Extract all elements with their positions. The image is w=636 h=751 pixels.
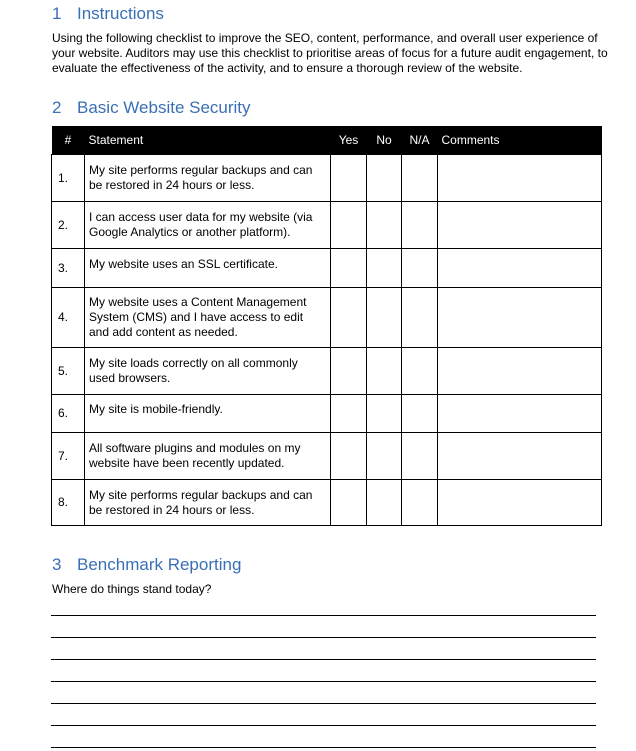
- answer-line[interactable]: [51, 725, 596, 726]
- row-number: 8.: [52, 480, 85, 526]
- section-2-title: Basic Website Security: [77, 98, 251, 117]
- section-3-number: 3: [52, 555, 62, 574]
- table-row: [52, 249, 602, 288]
- yes-cell[interactable]: [331, 202, 367, 249]
- row-statement: My site performs regular backups and can be restored in 24 hours or less.: [85, 155, 331, 202]
- na-cell[interactable]: [402, 155, 438, 202]
- yes-cell[interactable]: [331, 155, 367, 202]
- no-cell[interactable]: [367, 202, 402, 249]
- section-1-title: Instructions: [77, 4, 164, 23]
- header-num: #: [52, 126, 85, 155]
- na-cell[interactable]: [402, 480, 438, 526]
- table-row: [52, 288, 602, 348]
- section-3-heading: [52, 555, 241, 575]
- comments-cell[interactable]: [438, 202, 602, 249]
- na-cell[interactable]: [402, 348, 438, 395]
- row-number: 5.: [52, 348, 85, 395]
- table-row: [52, 395, 602, 433]
- table-row: [52, 480, 602, 526]
- header-no: No: [367, 126, 402, 155]
- yes-cell[interactable]: [331, 480, 367, 526]
- instructions-paragraph: Using the following checklist to improve the SEO, content, performance, and overall user experience of your website. Auditors may use this checklist to prioritise areas of focus for a future audit engagement, to evaluate the effectiveness of the activity, and to ensure a thorough review of the website.: [52, 31, 608, 75]
- row-statement: My site loads correctly on all commonly used browsers.: [85, 348, 331, 395]
- section-1-number: 1: [52, 4, 62, 23]
- yes-cell[interactable]: [331, 348, 367, 395]
- comments-cell[interactable]: [438, 480, 602, 526]
- answer-line[interactable]: [51, 703, 596, 704]
- no-cell[interactable]: [367, 155, 402, 202]
- row-statement: I can access user data for my website (via Google Analytics or another platform).: [85, 202, 331, 249]
- row-number: 2.: [52, 202, 85, 249]
- security-checklist-table: [51, 126, 602, 526]
- row-statement: My website uses a Content Management System (CMS) and I have access to edit and add content as needed.: [85, 288, 331, 348]
- row-statement: All software plugins and modules on my website have been recently updated.: [85, 433, 331, 480]
- na-cell[interactable]: [402, 433, 438, 480]
- yes-cell[interactable]: [331, 288, 367, 348]
- section-1-heading: [52, 4, 164, 24]
- na-cell[interactable]: [402, 288, 438, 348]
- row-number: 6.: [52, 395, 85, 433]
- header-yes: Yes: [331, 126, 367, 155]
- table-row: [52, 155, 602, 202]
- row-number: 7.: [52, 433, 85, 480]
- header-na: N/A: [402, 126, 438, 155]
- no-cell[interactable]: [367, 348, 402, 395]
- comments-cell[interactable]: [438, 288, 602, 348]
- yes-cell[interactable]: [331, 395, 367, 433]
- table-header-row: [52, 126, 602, 155]
- row-statement: My website uses an SSL certificate.: [85, 249, 331, 288]
- table-row: [52, 202, 602, 249]
- header-statement: Statement: [85, 126, 331, 155]
- yes-cell[interactable]: [331, 249, 367, 288]
- na-cell[interactable]: [402, 249, 438, 288]
- no-cell[interactable]: [367, 395, 402, 433]
- table-row: [52, 348, 602, 395]
- row-number: 1.: [52, 155, 85, 202]
- comments-cell[interactable]: [438, 348, 602, 395]
- benchmark-question: Where do things stand today?: [52, 582, 212, 596]
- comments-cell[interactable]: [438, 395, 602, 433]
- no-cell[interactable]: [367, 433, 402, 480]
- answer-line[interactable]: [51, 659, 596, 660]
- yes-cell[interactable]: [331, 433, 367, 480]
- na-cell[interactable]: [402, 202, 438, 249]
- answer-line[interactable]: [51, 615, 596, 616]
- no-cell[interactable]: [367, 288, 402, 348]
- answer-line[interactable]: [51, 681, 596, 682]
- answer-line[interactable]: [51, 747, 596, 748]
- row-statement: My site performs regular backups and can be restored in 24 hours or less.: [85, 480, 331, 526]
- row-statement: My site is mobile-friendly.: [85, 395, 331, 433]
- section-3-title: Benchmark Reporting: [77, 555, 242, 574]
- section-2-heading: [52, 98, 251, 118]
- section-2-number: 2: [52, 98, 62, 117]
- no-cell[interactable]: [367, 480, 402, 526]
- row-number: 3.: [52, 249, 85, 288]
- table-row: [52, 433, 602, 480]
- header-comments: Comments: [438, 126, 602, 155]
- comments-cell[interactable]: [438, 155, 602, 202]
- no-cell[interactable]: [367, 249, 402, 288]
- comments-cell[interactable]: [438, 433, 602, 480]
- comments-cell[interactable]: [438, 249, 602, 288]
- na-cell[interactable]: [402, 395, 438, 433]
- answer-line[interactable]: [51, 637, 596, 638]
- row-number: 4.: [52, 288, 85, 348]
